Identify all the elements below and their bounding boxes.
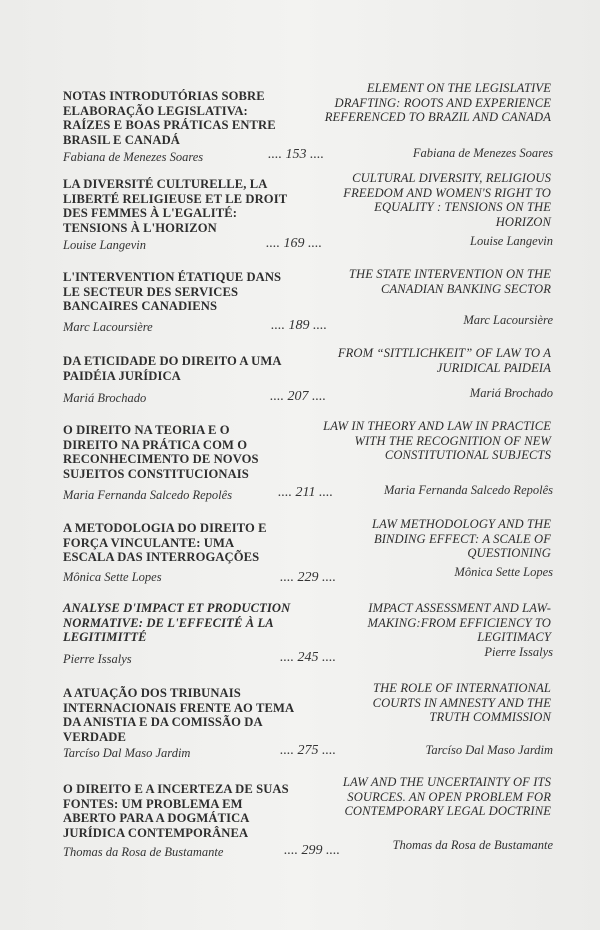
entry-title-original: O DIREITO NA TEORIA E O DIREITO NA PRÁTICA COM O RECONHECIMENTO DE NOVOS SUJEITOS CONSTITUCIONAIS <box>63 423 259 481</box>
entry-title-original: NOTAS INTRODUTÓRIAS SOBRE ELABORAÇÃO LEGISLATIVA: RAÍZES E BOAS PRÁTICAS ENTRE BRASIL E CANADÁ <box>63 89 276 147</box>
entry-author-english: Pierre Issalys <box>484 645 553 659</box>
entry-author-original: Mariá Brochado <box>63 391 147 405</box>
entry-author-original: Pierre Issalys <box>63 652 132 666</box>
entry-author-english: Mônica Sette Lopes <box>454 565 553 579</box>
entry-author-original: Fabiana de Menezes Soares <box>63 150 204 164</box>
entry-author-english: Fabiana de Menezes Soares <box>412 146 553 160</box>
entry-page-number: .... 189 .... <box>271 318 327 333</box>
entry-page-number: .... 245 .... <box>280 650 336 665</box>
entry-author-english: Thomas da Rosa de Bustamante <box>392 838 553 852</box>
entry-title-original: O DIREITO E A INCERTEZA DE SUAS FONTES: UM PROBLEMA EM ABERTO PARA A DOGMÁTICA JURÍDICA CONTEMPORÂNEA <box>63 782 289 840</box>
entry-author-original: Maria Fernanda Salcedo Repolês <box>63 488 233 502</box>
entry-author-original: Tarcíso Dal Maso Jardim <box>63 746 191 760</box>
entry-page-number: .... 153 .... <box>268 147 324 162</box>
entry-author-english: Mariá Brochado <box>469 386 553 400</box>
entry-author-original: Marc Lacoursière <box>63 320 153 334</box>
entry-page-number: .... 207 .... <box>270 389 326 404</box>
entry-title-english: CULTURAL DIVERSITY, RELIGIOUS FREEDOM AND WOMEN'S RIGHT TO EQUALITY : TENSIONS ON THE HORIZON <box>343 171 551 229</box>
entry-title-english: LAW IN THEORY AND LAW IN PRACTICE WITH THE RECOGNITION OF NEW CONSTITUTIONAL SUBJECTS <box>323 419 551 462</box>
entry-page-number: .... 275 .... <box>280 743 336 758</box>
entry-page-number: .... 211 .... <box>278 485 333 500</box>
entry-author-english: Louise Langevin <box>470 234 553 248</box>
entry-title-english: FROM “SITTLICHKEIT” OF LAW TO A JURIDICAL PAIDEIA <box>337 346 551 375</box>
entry-author-english: Maria Fernanda Salcedo Repolês <box>383 483 553 497</box>
entry-page-number: .... 229 .... <box>280 570 336 585</box>
entry-title-original: LA DIVERSITÉ CULTURELLE, LA LIBERTÉ RELIGIEUSE ET LE DROIT DES FEMMES À L'EGALITÉ: TENSIONS À L'HORIZON <box>63 177 287 235</box>
entry-page-number: .... 299 .... <box>284 843 340 858</box>
entry-title-original: L'INTERVENTION ÉTATIQUE DANS LE SECTEUR DES SERVICES BANCAIRES CANADIENS <box>63 270 282 313</box>
entry-title-english: THE ROLE OF INTERNATIONAL COURTS IN AMNESTY AND THE TRUTH COMMISSION <box>372 681 551 724</box>
entry-author-original: Louise Langevin <box>63 238 146 252</box>
entry-title-original: A ATUAÇÃO DOS TRIBUNAIS INTERNACIONAIS FRENTE AO TEMA DA ANISTIA E DA COMISSÃO DA VERDADE <box>63 686 294 744</box>
entry-author-original: Thomas da Rosa de Bustamante <box>63 845 224 859</box>
entry-title-original: A METODOLOGIA DO DIREITO E FORÇA VINCULANTE: UMA ESCALA DAS INTERROGAÇÕES <box>63 521 267 564</box>
entry-author-english: Marc Lacoursière <box>463 313 553 327</box>
entry-title-english: LAW AND THE UNCERTAINTY OF ITS SOURCES. AN OPEN PROBLEM FOR CONTEMPORARY LEGAL DOCTRINE <box>342 775 551 818</box>
entry-page-number: .... 169 .... <box>266 236 322 251</box>
entry-author-original: Mônica Sette Lopes <box>63 570 162 584</box>
entry-title-original: DA ETICIDADE DO DIREITO A UMA PAIDÉIA JURÍDICA <box>63 354 281 383</box>
entry-title-english: THE STATE INTERVENTION ON THE CANADIAN BANKING SECTOR <box>348 267 551 296</box>
entry-title-original: ANALYSE D'IMPACT ET PRODUCTION NORMATIVE: DE L'EFFECITÉ À LA LEGITIMITTÉ <box>63 601 291 644</box>
entry-title-english: LAW METHODOLOGY AND THE BINDING EFFECT: A SCALE OF QUESTIONING <box>372 517 551 560</box>
entry-title-english: ELEMENT ON THE LEGISLATIVE DRAFTING: ROOTS AND EXPERIENCE REFERENCED TO BRAZIL AND CANADA <box>324 81 551 124</box>
entry-author-english: Tarcíso Dal Maso Jardim <box>425 743 553 757</box>
entry-title-english: IMPACT ASSESSMENT AND LAW-MAKING:FROM EFFICIENCY TO LEGITIMACY <box>367 601 551 644</box>
